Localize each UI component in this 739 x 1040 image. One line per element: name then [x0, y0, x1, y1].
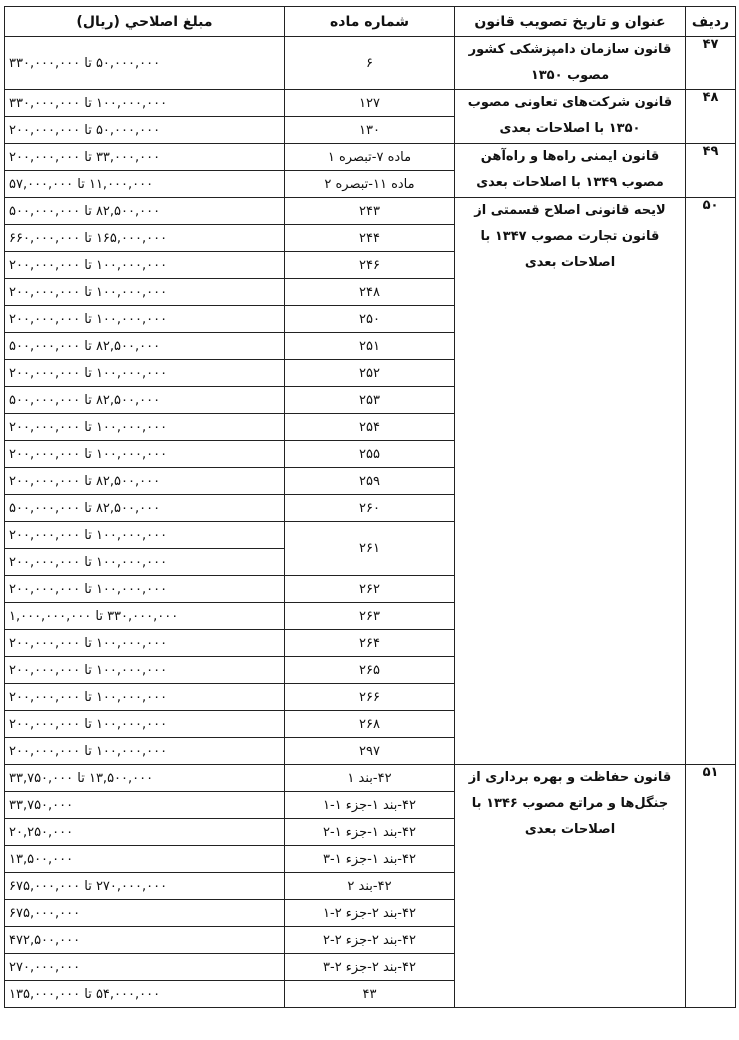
amount-value: ۱۰۰,۰۰۰,۰۰۰ تا ۲۰۰,۰۰۰,۰۰۰: [9, 284, 168, 300]
amount-cell: [5, 711, 285, 738]
header-title: عنوان و تاریخ تصویب قانون: [455, 7, 686, 37]
amount-value: ۱۰۰,۰۰۰,۰۰۰ تا ۳۳۰,۰۰۰,۰۰۰: [9, 95, 168, 111]
article-number: ۲۵۰: [285, 306, 455, 333]
amount-cell: [5, 630, 285, 657]
amount-cell: [5, 198, 285, 225]
article-number: ماده ۷-تبصره ۱: [285, 144, 455, 171]
amount-value: ۱۱,۰۰۰,۰۰۰ تا ۵۷,۰۰۰,۰۰۰: [9, 176, 154, 192]
article-number: ۲۶۶: [285, 684, 455, 711]
table-row: [5, 37, 736, 90]
article-number: ۲۵۱: [285, 333, 455, 360]
amount-cell: [5, 549, 285, 576]
law-title: قانون سازمان دامپزشکی کشور مصوب ۱۳۵۰: [455, 37, 686, 90]
header-amount: مبلغ اصلاحي (ریال): [5, 7, 285, 37]
law-title: قانون حفاظت و بهره برداری از جنگل‌ها و مراتع مصوب ۱۳۴۶ با اصلاحات بعدی: [455, 765, 686, 1008]
amount-cell: [5, 765, 285, 792]
row-number: ۴۷: [686, 37, 736, 90]
amount-cell: [5, 684, 285, 711]
amount-value: ۳۳,۷۵۰,۰۰۰: [9, 797, 74, 813]
amount-value: ۱۰۰,۰۰۰,۰۰۰ تا ۲۰۰,۰۰۰,۰۰۰: [9, 635, 168, 651]
article-number: ۴۲-بند ۲-جزء ۲-۳: [285, 954, 455, 981]
header-article: شماره ماده: [285, 7, 455, 37]
article-number: ۱۲۷: [285, 90, 455, 117]
article-number: ۲۶۲: [285, 576, 455, 603]
article-number: ۴۲-بند ۲-جزء ۲-۱: [285, 900, 455, 927]
law-title: قانون شرکت‌های تعاونی مصوب ۱۳۵۰ با اصلاحات بعدی: [455, 90, 686, 144]
amount-cell: [5, 927, 285, 954]
article-number: ۲۶۸: [285, 711, 455, 738]
amount-value: ۱۰۰,۰۰۰,۰۰۰ تا ۲۰۰,۰۰۰,۰۰۰: [9, 743, 168, 759]
article-number: ۴۲-بند ۲: [285, 873, 455, 900]
amount-value: ۳۳۰,۰۰۰,۰۰۰ تا ۱,۰۰۰,۰۰۰,۰۰۰: [9, 608, 179, 624]
amount-cell: [5, 603, 285, 630]
amount-cell: [5, 657, 285, 684]
amount-value: ۴۷۲,۵۰۰,۰۰۰: [9, 932, 81, 948]
amount-value: ۲۰,۲۵۰,۰۰۰: [9, 824, 74, 840]
article-number: ۲۴۳: [285, 198, 455, 225]
amount-cell: [5, 873, 285, 900]
row-number: ۴۸: [686, 90, 736, 144]
article-number: ۴۳: [285, 981, 455, 1008]
article-number: ۲۶۳: [285, 603, 455, 630]
article-number: ۲۵۲: [285, 360, 455, 387]
amount-cell: [5, 981, 285, 1008]
amount-value: ۱۳,۵۰۰,۰۰۰ تا ۳۳,۷۵۰,۰۰۰: [9, 770, 154, 786]
amount-value: ۱۰۰,۰۰۰,۰۰۰ تا ۲۰۰,۰۰۰,۰۰۰: [9, 689, 168, 705]
article-number: ۴۲-بند ۲-جزء ۲-۲: [285, 927, 455, 954]
table-row: [5, 90, 736, 117]
amount-value: ۱۰۰,۰۰۰,۰۰۰ تا ۲۰۰,۰۰۰,۰۰۰: [9, 257, 168, 273]
amount-cell: [5, 792, 285, 819]
amount-cell: [5, 171, 285, 198]
amount-cell: [5, 414, 285, 441]
amount-cell: [5, 279, 285, 306]
amount-cell: [5, 306, 285, 333]
amount-cell: [5, 576, 285, 603]
amount-cell: [5, 495, 285, 522]
penalty-amounts-table: [4, 6, 736, 1008]
article-number: ۲۶۱: [285, 522, 455, 576]
article-number: ۴۲-بند ۱-جزء ۱-۲: [285, 819, 455, 846]
amount-cell: [5, 144, 285, 171]
amount-value: ۵۰,۰۰۰,۰۰۰ تا ۲۰۰,۰۰۰,۰۰۰: [9, 122, 161, 138]
law-title: لایحه قانونی اصلاح قسمتی از قانون تجارت مصوب ۱۳۴۷ با اصلاحات بعدی: [455, 198, 686, 765]
amount-cell: [5, 900, 285, 927]
article-number: ماده ۱۱-تبصره ۲: [285, 171, 455, 198]
amount-value: ۸۲,۵۰۰,۰۰۰ تا ۵۰۰,۰۰۰,۰۰۰: [9, 392, 161, 408]
amount-value: ۳۳,۰۰۰,۰۰۰ تا ۲۰۰,۰۰۰,۰۰۰: [9, 149, 161, 165]
article-number: ۴۲-بند ۱: [285, 765, 455, 792]
article-number: ۲۶۴: [285, 630, 455, 657]
amount-value: ۱۰۰,۰۰۰,۰۰۰ تا ۲۰۰,۰۰۰,۰۰۰: [9, 527, 168, 543]
amount-cell: [5, 333, 285, 360]
amount-cell: [5, 441, 285, 468]
amount-value: ۸۲,۵۰۰,۰۰۰ تا ۵۰۰,۰۰۰,۰۰۰: [9, 338, 161, 354]
amount-value: ۱۰۰,۰۰۰,۰۰۰ تا ۲۰۰,۰۰۰,۰۰۰: [9, 581, 168, 597]
amount-cell: [5, 225, 285, 252]
amount-value: ۱۰۰,۰۰۰,۰۰۰ تا ۲۰۰,۰۰۰,۰۰۰: [9, 419, 168, 435]
amount-cell: [5, 387, 285, 414]
article-number: ۲۶۵: [285, 657, 455, 684]
amount-cell: [5, 90, 285, 117]
amount-cell: [5, 252, 285, 279]
amount-value: ۱۰۰,۰۰۰,۰۰۰ تا ۲۰۰,۰۰۰,۰۰۰: [9, 311, 168, 327]
article-number: ۴۲-بند ۱-جزء ۱-۱: [285, 792, 455, 819]
article-number: ۲۶۰: [285, 495, 455, 522]
amount-value: ۵۰,۰۰۰,۰۰۰ تا ۳۳۰,۰۰۰,۰۰۰: [9, 55, 161, 71]
header-row: [5, 7, 736, 37]
amount-value: ۶۷۵,۰۰۰,۰۰۰: [9, 905, 81, 921]
article-number: ۲۵۹: [285, 468, 455, 495]
amount-cell: [5, 522, 285, 549]
amount-cell: [5, 738, 285, 765]
law-title: قانون ایمنی راه‌ها و راه‌آهن مصوب ۱۳۴۹ با اصلاحات بعدی: [455, 144, 686, 198]
amount-cell: [5, 468, 285, 495]
article-number: ۲۹۷: [285, 738, 455, 765]
amount-value: ۸۲,۵۰۰,۰۰۰ تا ۵۰۰,۰۰۰,۰۰۰: [9, 500, 161, 516]
article-number: ۲۵۳: [285, 387, 455, 414]
amount-value: ۱۰۰,۰۰۰,۰۰۰ تا ۲۰۰,۰۰۰,۰۰۰: [9, 662, 168, 678]
amount-value: ۱۰۰,۰۰۰,۰۰۰ تا ۲۰۰,۰۰۰,۰۰۰: [9, 716, 168, 732]
row-number: ۵۰: [686, 198, 736, 765]
article-number: ۲۵۴: [285, 414, 455, 441]
article-number: ۴۲-بند ۱-جزء ۱-۳: [285, 846, 455, 873]
amount-value: ۲۷۰,۰۰۰,۰۰۰ تا ۶۷۵,۰۰۰,۰۰۰: [9, 878, 168, 894]
amount-value: ۱۳,۵۰۰,۰۰۰: [9, 851, 74, 867]
amount-cell: [5, 846, 285, 873]
amount-value: ۱۰۰,۰۰۰,۰۰۰ تا ۲۰۰,۰۰۰,۰۰۰: [9, 365, 168, 381]
amount-value: ۱۰۰,۰۰۰,۰۰۰ تا ۲۰۰,۰۰۰,۰۰۰: [9, 446, 168, 462]
amount-cell: [5, 954, 285, 981]
amount-value: ۱۰۰,۰۰۰,۰۰۰ تا ۲۰۰,۰۰۰,۰۰۰: [9, 554, 168, 570]
amount-cell: [5, 819, 285, 846]
amount-cell: [5, 37, 285, 90]
article-number: ۶: [285, 37, 455, 90]
article-number: ۲۴۴: [285, 225, 455, 252]
table-body: [5, 37, 736, 1008]
amount-value: ۸۲,۵۰۰,۰۰۰ تا ۲۰۰,۰۰۰,۰۰۰: [9, 473, 161, 489]
amount-value: ۲۷۰,۰۰۰,۰۰۰: [9, 959, 81, 975]
amount-value: ۵۴,۰۰۰,۰۰۰ تا ۱۳۵,۰۰۰,۰۰۰: [9, 986, 161, 1002]
table-row: [5, 765, 736, 792]
table-row: [5, 198, 736, 225]
article-number: ۲۴۸: [285, 279, 455, 306]
table-row: [5, 144, 736, 171]
amount-value: ۱۶۵,۰۰۰,۰۰۰ تا ۶۶۰,۰۰۰,۰۰۰: [9, 230, 168, 246]
amount-value: ۸۲,۵۰۰,۰۰۰ تا ۵۰۰,۰۰۰,۰۰۰: [9, 203, 161, 219]
row-number: ۵۱: [686, 765, 736, 1008]
row-number: ۴۹: [686, 144, 736, 198]
amount-cell: [5, 117, 285, 144]
article-number: ۲۴۶: [285, 252, 455, 279]
amount-cell: [5, 360, 285, 387]
article-number: ۱۳۰: [285, 117, 455, 144]
header-row-no: ردیف: [686, 7, 736, 37]
article-number: ۲۵۵: [285, 441, 455, 468]
